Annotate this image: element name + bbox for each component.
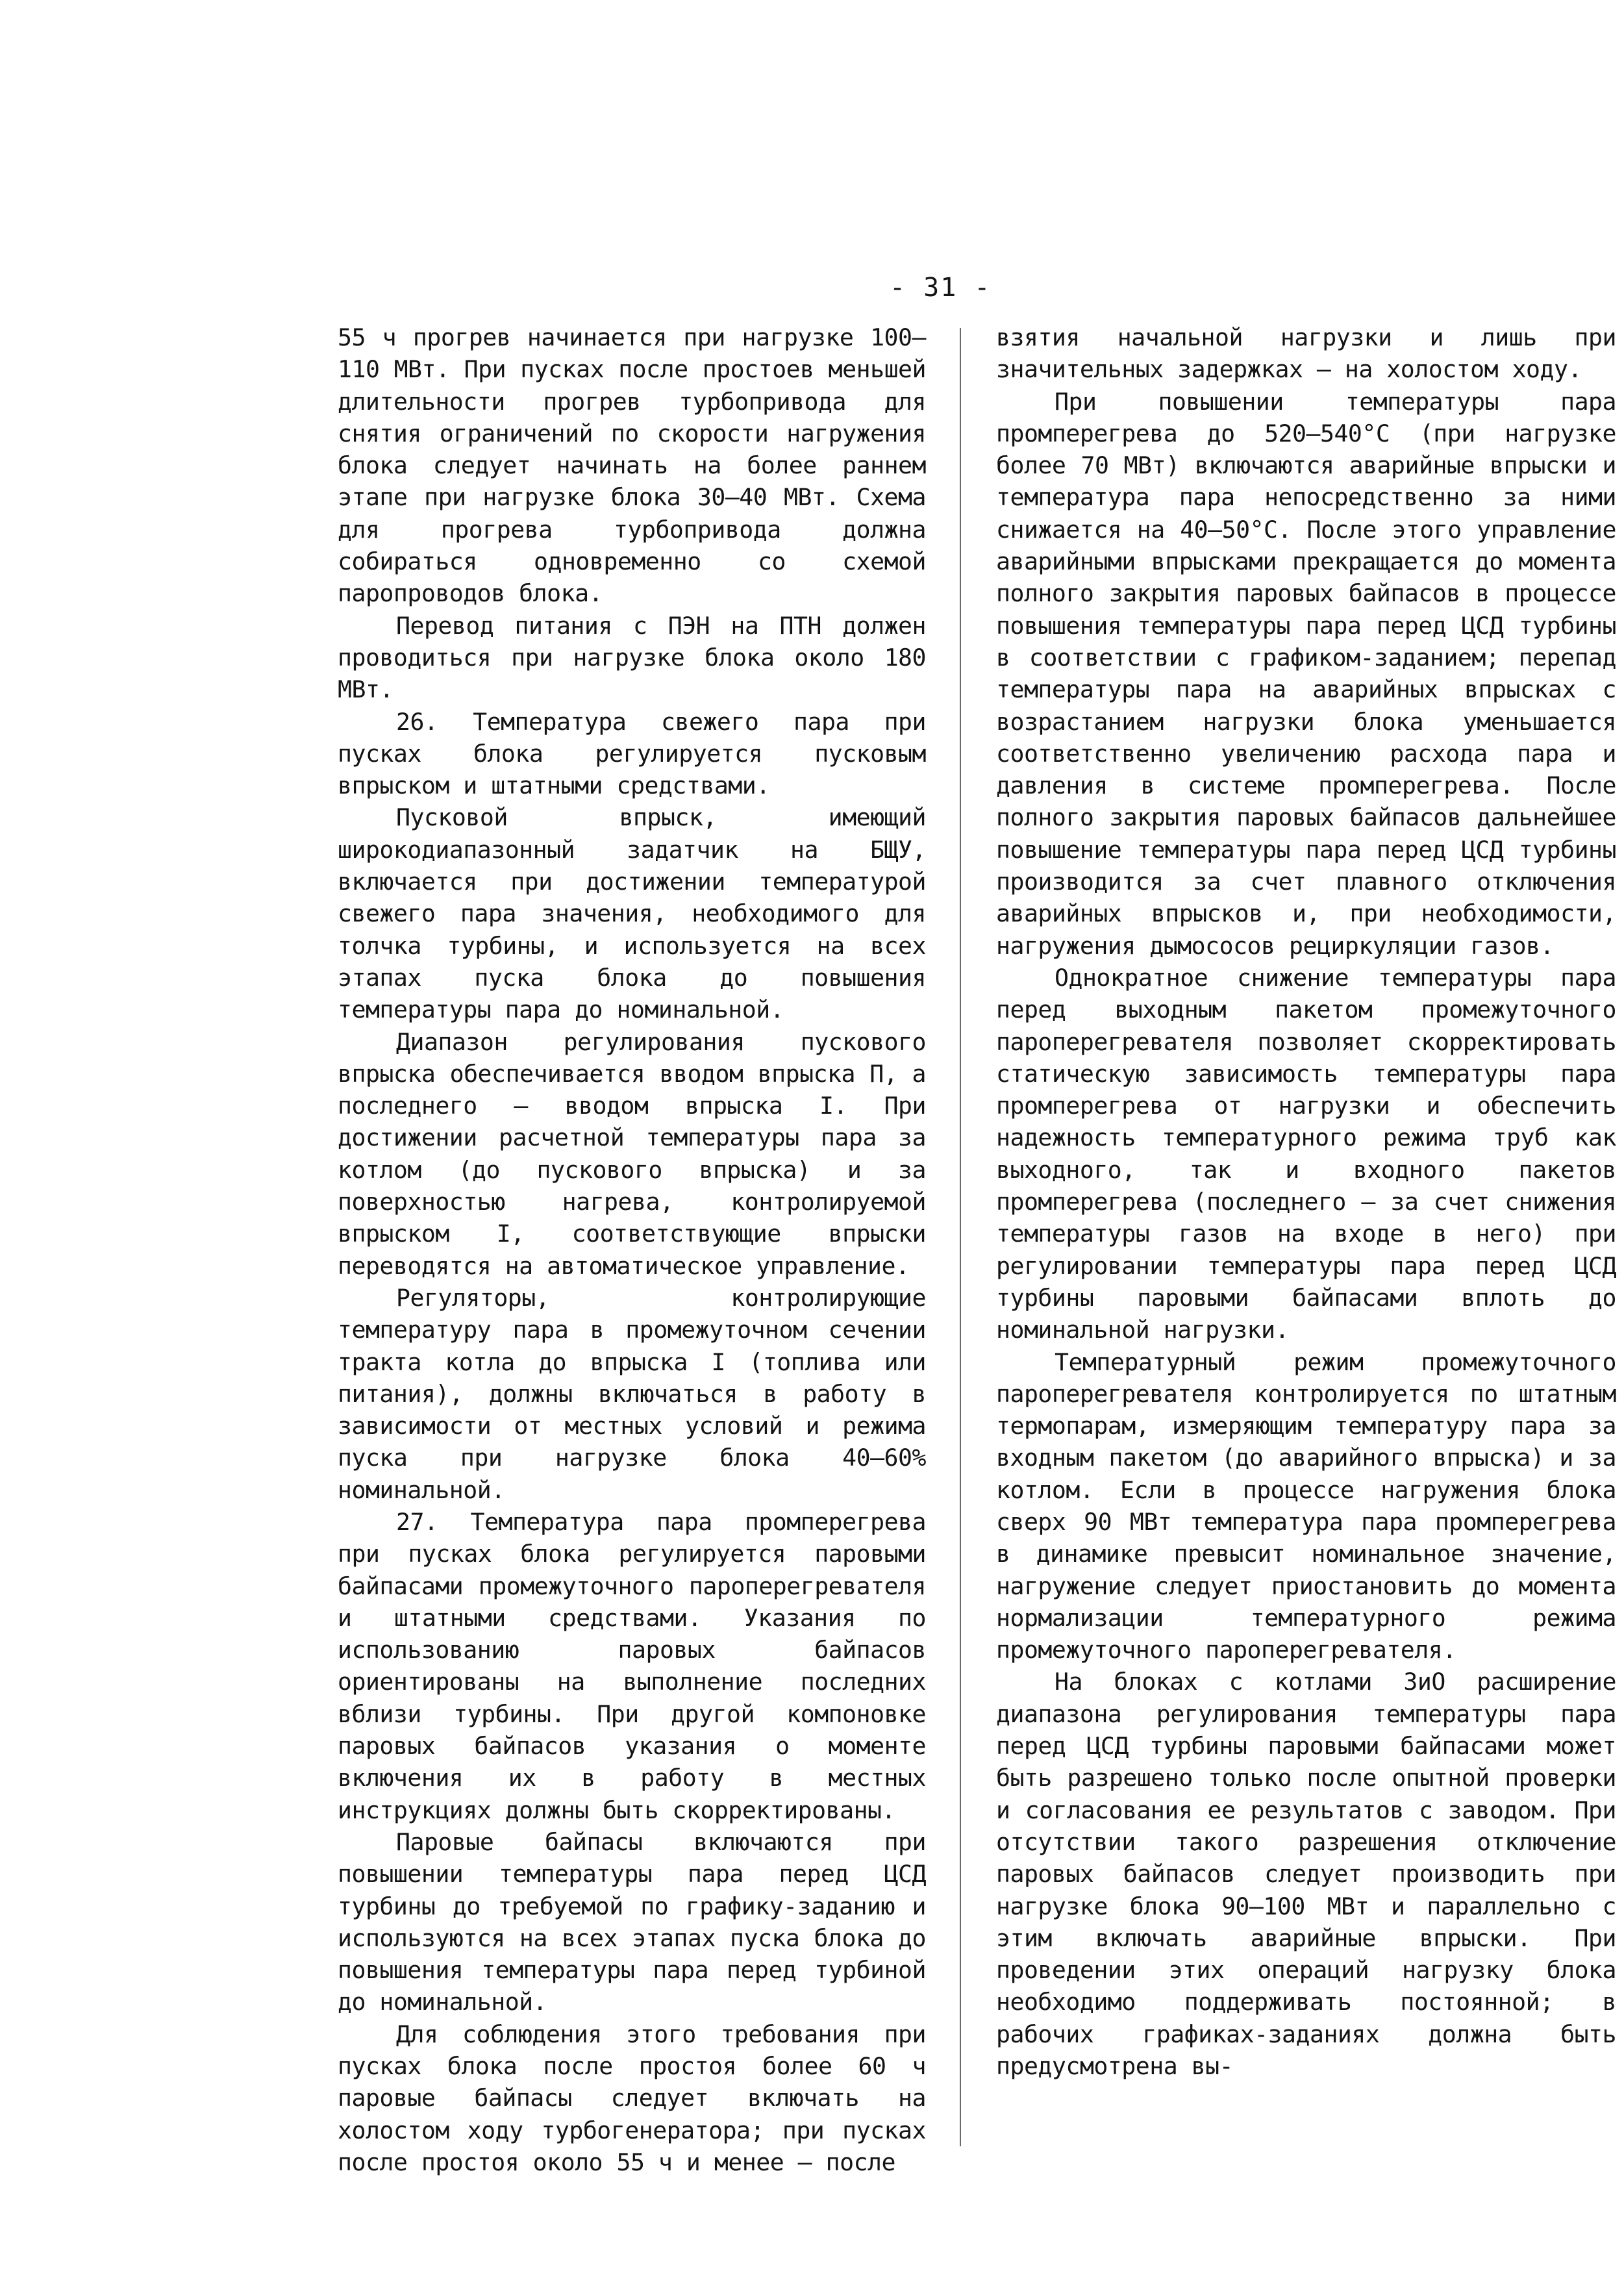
paragraph: 26. Температура свежего пара при пусках блока регулируется пусковым впрыском и штатными средствами. <box>338 707 926 800</box>
paragraph: 55 ч прогрев начинается при нагрузке 100–110 МВт. При пусках после простоев меньшей длительности прогрев турбопривода для снятия ограничений по скорости нагружения блока следует начинать на более раннем этапе при нагрузке блока 30–40 МВт. Схема для прогрева турбопривода должна собираться одновременно со схемой паропроводов блока. <box>338 323 926 608</box>
paragraph: 27. Температура пара промперегрева при пусках блока регулируется паровыми байпасами промежуточного пароперегревателя и штатными средствами. Указания по использованию паровых байпасов ориентированы на выполнение последних вблизи турбины. При другой компоновке паровых байпасов указания о моменте включения их в работу в местных инструкциях должны быть скорректированы. <box>338 1507 926 1824</box>
paragraph: Регуляторы, контролирующие температуру пара в промежуточном сечении тракта котла до впрыска I (топлива или питания), должны включаться в работу в зависимости от местных условий и режима пуска при нагрузке блока 40–60% номинальной. <box>338 1283 926 1504</box>
column-divider <box>960 328 961 2146</box>
paragraph: Паровые байпасы включаются при повышении температуры пара перед ЦСД турбины до требуемой по графику-заданию и используются на всех этапах пуска блока до повышения температуры пара перед турбиной до номинальной. <box>338 1827 926 2016</box>
paragraph: Для соблюдения этого требования при пусках блока после простоя более 60 ч паровые байпасы следует включать на холостом ходу турбогенератора; при пусках после простоя около 55 ч и менее — после <box>338 2020 926 2176</box>
paragraph: Однократное снижение температуры пара перед выходным пакетом промежуточного пароперегревателя позволяет скорректировать статическую зависимость температуры пара промперегрева от нагрузки и обеспечить надежность температурного режима труб как выходного, так и входного пакетов промперегрева (последнего — за счет снижения температуры газов на входе в него) при регулировании температуры пара перед ЦСД турбины паровыми байпасами вплоть до номинальной нагрузки. <box>996 963 1616 1344</box>
left-column <box>338 321 926 2178</box>
paragraph: Пусковой впрыск, имеющий широкодиапазонный задатчик на БЩУ, включается при достижении температурой свежего пара значения, необходимого для толчка турбины, и используется на всех этапах пуска блока до повышения температуры пара до номинальной. <box>338 803 926 1024</box>
page-number: - 31 - <box>890 273 992 303</box>
paragraph: Температурный режим промежуточного пароперегревателя контролируется по штатным термопарам, измеряющим температуру пара за входным пакетом (до аварийного впрыска) и за котлом. Если в процессе нагружения блока сверх 90 МВт температура пара промперегрева в динамике превысит номинальное значение, нагружение следует приостановить до момента нормализации температурного режима промежуточного пароперегревателя. <box>996 1348 1616 1664</box>
paragraph: При повышении температуры пара промперегрева до 520–540°С (при нагрузке более 70 МВт) включаются аварийные впрыски и температура пара непосредственно за ними снижается на 40–50°С. После этого управление аварийными впрысками прекращается до момента полного закрытия паровых байпасов в процессе повышения температуры пара перед ЦСД турбины в соответствии с графиком-заданием; перепад температуры пара на аварийных впрысках с возрастанием нагрузки блока уменьшается соответственно увеличению расхода пара и давления в системе промперегрева. После полного закрытия паровых байпасов дальнейшее повышение температуры пара перед ЦСД турбины производится за счет плавного отключения аварийных впрысков и, при необходимости, нагружения дымососов рециркуляции газов. <box>996 387 1616 960</box>
paragraph: На блоках с котлами ЗиО расширение диапазона регулирования температуры пара перед ЦСД турбины паровыми байпасами может быть разрешено только после опытной проверки и согласования ее результатов с заводом. При отсутствии такого разрешения отключение паровых байпасов следует производить при нагрузке блока 90–100 МВт и параллельно с этим включать аварийные впрыски. При проведении этих операций нагрузку блока необходимо поддерживать постоянной; в рабочих графиках-заданиях должна быть предусмотрена вы- <box>996 1668 1616 2081</box>
paragraph: Перевод питания с ПЭН на ПТН должен проводиться при нагрузке блока около 180 МВт. <box>338 611 926 704</box>
right-column <box>996 321 1616 2082</box>
paragraph: взятия начальной нагрузки и лишь при значительных задержках — на холостом ходу. <box>996 323 1616 384</box>
paragraph: Диапазон регулирования пускового впрыска обеспечивается вводом впрыска П, а последнего — вводом впрыска I. При достижении расчетной температуры пара за котлом (до пускового впрыска) и за поверхностью нагрева, контролируемой впрыском I, соответствующие впрыски переводятся на автоматическое управление. <box>338 1027 926 1280</box>
